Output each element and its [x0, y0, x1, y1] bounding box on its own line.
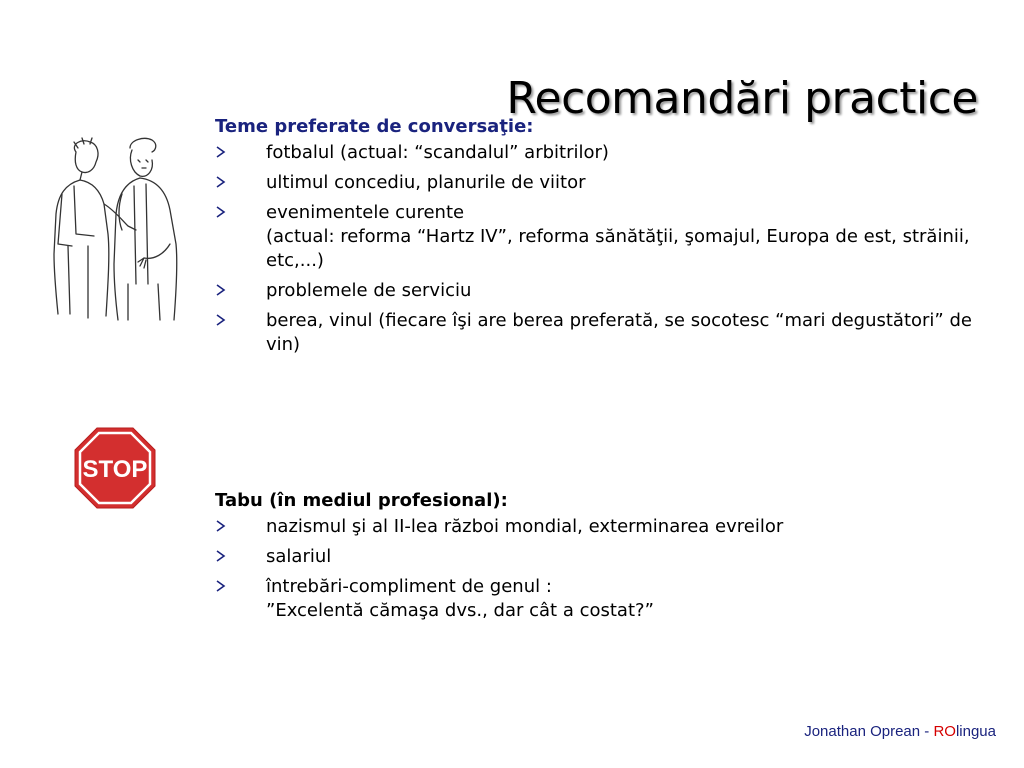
- stop-sign-icon: [73, 426, 157, 510]
- list-item-text: ultimul concediu, planurile de viitor: [266, 172, 586, 193]
- arrow-bullet-icon: [215, 314, 226, 326]
- arrow-bullet-icon: [215, 580, 226, 592]
- list-item: [215, 141, 995, 165]
- topics-list: [215, 141, 995, 357]
- list-item: [215, 515, 995, 539]
- list-item: [215, 279, 995, 303]
- arrow-bullet-icon: [215, 206, 226, 218]
- taboo-heading: Tabu (în mediul profesional):: [215, 490, 508, 511]
- footer-brand-lingua: lingua: [955, 723, 996, 740]
- list-item: [215, 309, 995, 357]
- list-item: [215, 171, 995, 195]
- stop-label: STOP: [82, 456, 148, 483]
- list-item-text: întrebări-compliment de genul :: [266, 576, 552, 597]
- two-men-talking-icon: [48, 134, 188, 324]
- list-item: [215, 575, 995, 623]
- list-item-text: salariul: [266, 546, 332, 567]
- footer: [804, 723, 996, 740]
- arrow-bullet-icon: [215, 284, 226, 296]
- list-item-text: berea, vinul (fiecare îşi are berea preferată, se socotesc “mari degustători” de vin): [266, 310, 972, 355]
- footer-brand-ro: RO: [933, 723, 956, 740]
- topics-heading: Teme preferate de conversaţie:: [215, 116, 534, 137]
- arrow-bullet-icon: [215, 550, 226, 562]
- list-item-subtext: ”Excelentă cămaşa dvs., dar cât a costat?”: [266, 600, 654, 621]
- list-item: [215, 545, 995, 569]
- footer-separator: -: [920, 723, 934, 740]
- list-item-text: evenimentele curente: [266, 202, 465, 223]
- arrow-bullet-icon: [215, 176, 226, 188]
- topics-section: [215, 116, 995, 363]
- list-item-text: nazismul şi al II-lea război mondial, exterminarea evreilor: [266, 516, 784, 537]
- slide-title: Recomandări practice: [506, 73, 978, 125]
- taboo-list: [215, 515, 995, 623]
- list-item-subtext: (actual: reforma “Hartz IV”, reforma sănătăţii, şomajul, Europa de est, străinii, etc,...): [266, 226, 970, 271]
- list-item-text: fotbalul (actual: “scandalul” arbitrilor): [266, 142, 609, 163]
- list-item-text: problemele de serviciu: [266, 280, 472, 301]
- footer-author: Jonathan Oprean: [804, 723, 921, 740]
- list-item: [215, 201, 995, 273]
- taboo-section: [215, 490, 995, 629]
- arrow-bullet-icon: [215, 146, 226, 158]
- arrow-bullet-icon: [215, 520, 226, 532]
